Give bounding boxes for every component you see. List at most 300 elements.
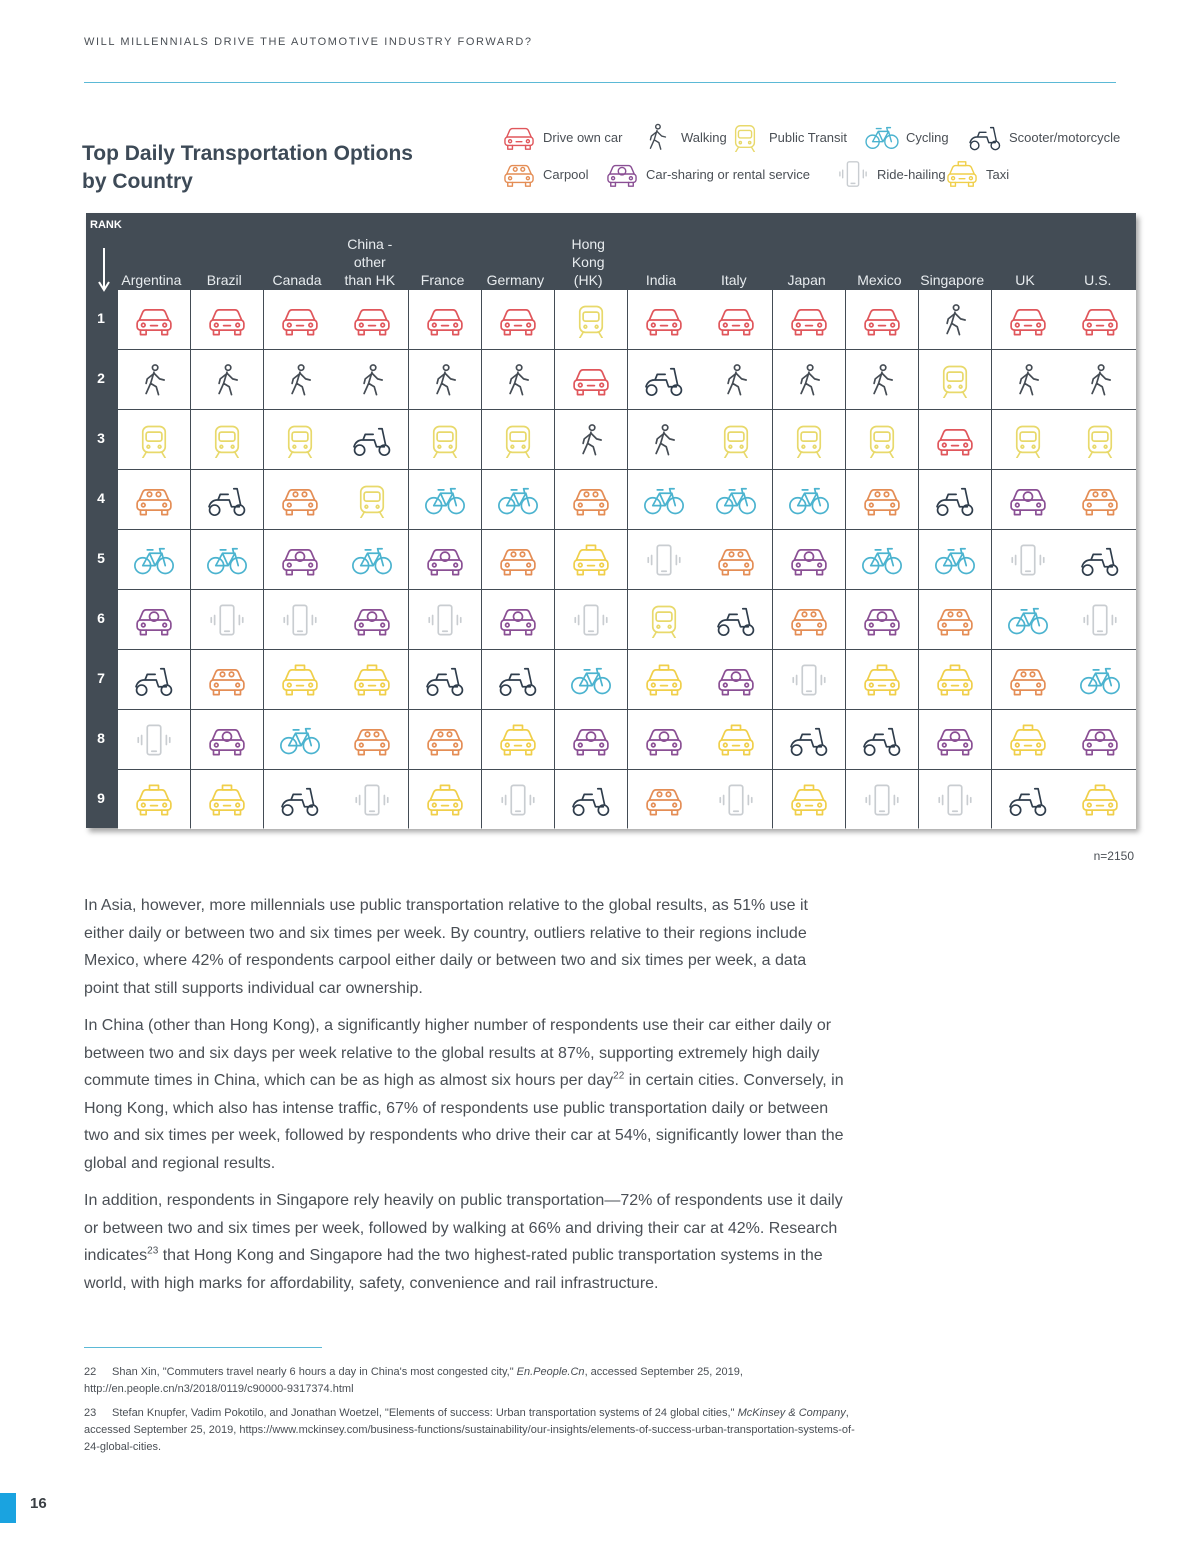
legend-label: Ride-hailing <box>877 166 946 182</box>
rank-number: 5 <box>97 550 105 566</box>
phone-icon <box>131 722 177 758</box>
taxi-icon <box>131 782 177 818</box>
rank-cell <box>336 530 408 589</box>
car-icon <box>277 302 323 338</box>
bicycle-icon <box>786 482 832 518</box>
taxi-icon <box>943 159 981 189</box>
car-icon <box>1077 302 1123 338</box>
car-icon <box>131 302 177 338</box>
car-icon <box>1005 302 1051 338</box>
rank-cell <box>482 410 554 469</box>
car-icon <box>859 302 905 338</box>
rank-cell <box>628 350 700 409</box>
bicycle-icon <box>349 542 395 578</box>
rank-cell <box>409 350 481 409</box>
car-icon <box>495 302 541 338</box>
rank-cell <box>992 650 1064 709</box>
rank-cell <box>846 350 918 409</box>
rank-cell <box>1064 590 1136 649</box>
rank-cell <box>773 530 845 589</box>
column-header: Canada <box>272 272 322 288</box>
rank-cell <box>700 470 772 529</box>
rank-cell <box>555 530 627 589</box>
rank-cell <box>700 710 772 769</box>
rank-cell <box>482 770 554 829</box>
walking-person-icon <box>638 122 676 152</box>
train-icon <box>713 422 759 458</box>
rank-cell <box>191 710 263 769</box>
carpool-car-icon <box>568 482 614 518</box>
rank-cell <box>919 590 991 649</box>
scooter-icon <box>568 782 614 818</box>
rank-cell <box>191 350 263 409</box>
car-sharing-icon <box>932 722 978 758</box>
scooter-icon <box>277 782 323 818</box>
phone-icon <box>568 602 614 638</box>
legend-item-carshare <box>603 159 810 189</box>
rank-cell <box>482 530 554 589</box>
train-icon <box>859 422 905 458</box>
carpool-car-icon <box>786 602 832 638</box>
phone-icon <box>859 782 905 818</box>
page-tab-marker <box>0 1493 16 1523</box>
rank-cell <box>846 770 918 829</box>
rank-cell <box>191 650 263 709</box>
walking-person-icon <box>713 362 759 398</box>
paragraph-2 <box>84 1012 844 1177</box>
train-icon <box>641 602 687 638</box>
train-icon <box>932 362 978 398</box>
rank-cell <box>264 590 336 649</box>
rank-cell <box>118 410 190 469</box>
car-icon <box>641 302 687 338</box>
phone-icon <box>713 782 759 818</box>
rank-cell <box>482 590 554 649</box>
train-icon <box>495 422 541 458</box>
rank-cell <box>919 530 991 589</box>
scooter-icon <box>641 362 687 398</box>
paragraph-3-text-a: In addition, respondents in Singapore rely heavily on public transportation—72% of respondents use it daily or between two and six times per week, followed by walking at 66% and driving their car at 42%. Research indicates <box>84 1192 843 1264</box>
rank-cell <box>992 410 1064 469</box>
scooter-icon <box>713 602 759 638</box>
bicycle-icon <box>932 542 978 578</box>
rank-cell <box>555 290 627 349</box>
running-header: WILL MILLENNIALS DRIVE THE AUTOMOTIVE INDUSTRY FORWARD? <box>84 36 533 48</box>
phone-icon <box>422 602 468 638</box>
legend-label: Walking <box>681 129 727 145</box>
rank-cell <box>409 650 481 709</box>
rank-cell <box>992 470 1064 529</box>
carpool-car-icon <box>277 482 323 518</box>
car-sharing-icon <box>786 542 832 578</box>
walking-person-icon <box>131 362 177 398</box>
phone-icon <box>277 602 323 638</box>
phone-icon <box>786 662 832 698</box>
legend-item-scooter <box>966 122 1120 152</box>
legend-item-transit <box>726 122 847 152</box>
footnote-text-end: , accessed September 25, 2019, http://en.people.cn/n3/2018/0119/c90000-9317374.html <box>84 1366 743 1395</box>
legend-item-cycle <box>863 122 949 152</box>
rank-cell <box>992 290 1064 349</box>
legend-item-walk <box>638 122 727 152</box>
car-sharing-icon <box>349 602 395 638</box>
rank-cell <box>555 770 627 829</box>
rank-cell <box>191 470 263 529</box>
carpool-car-icon <box>495 542 541 578</box>
car-sharing-icon <box>859 602 905 638</box>
scooter-icon <box>131 662 177 698</box>
car-sharing-icon <box>422 542 468 578</box>
rank-cell <box>264 350 336 409</box>
column-header: France <box>420 272 465 288</box>
legend-label: Scooter/motorcycle <box>1009 129 1121 145</box>
train-icon <box>786 422 832 458</box>
paragraph-1: In Asia, however, more millennials use public transportation relative to the global results, as 51% use it either daily or between two and six times per week. By country, outliers relative to their regions include Mexico, where 42% of respondents carpool either daily or between two and six times per week, a data point that still supports individual car ownership. <box>84 897 808 997</box>
car-sharing-icon <box>1077 722 1123 758</box>
legend-item-ride <box>834 159 946 189</box>
walking-person-icon <box>1005 362 1051 398</box>
rank-cell <box>264 410 336 469</box>
rank-cell <box>1064 770 1136 829</box>
rank-cell <box>919 410 991 469</box>
bicycle-icon <box>1005 602 1051 638</box>
rank-cell <box>773 770 845 829</box>
footnote-source: En.People.Cn <box>516 1366 585 1378</box>
rank-cell <box>628 530 700 589</box>
legend-item-drive <box>500 122 622 152</box>
phone-icon <box>204 602 250 638</box>
car-icon <box>932 422 978 458</box>
footnote-text: Stefan Knupfer, Vadim Pokotilo, and Jonathan Woetzel, "Elements of success: Urban transportation systems of 24 global cities," <box>112 1407 738 1419</box>
footnote-ref-23[interactable]: 23 <box>147 1245 159 1257</box>
chart-title-line-1: Top Daily Transportation Options <box>82 142 413 165</box>
rank-cell <box>482 710 554 769</box>
train-icon <box>131 422 177 458</box>
rank-cell <box>1064 410 1136 469</box>
car-icon <box>500 122 538 152</box>
rank-number: 1 <box>97 310 105 326</box>
rank-cell <box>992 710 1064 769</box>
car-sharing-icon <box>603 159 641 189</box>
rank-cell <box>336 590 408 649</box>
carpool-car-icon <box>713 542 759 578</box>
bicycle-icon <box>277 722 323 758</box>
rank-number: 3 <box>97 430 105 446</box>
rank-cell <box>846 470 918 529</box>
train-icon <box>204 422 250 458</box>
car-sharing-icon <box>713 662 759 698</box>
rank-cell <box>700 410 772 469</box>
rank-cell <box>700 290 772 349</box>
walking-person-icon <box>422 362 468 398</box>
car-icon <box>713 302 759 338</box>
rank-cell <box>992 530 1064 589</box>
rank-cell <box>992 350 1064 409</box>
taxi-icon <box>495 722 541 758</box>
sample-size-note: n=2150 <box>1093 849 1134 863</box>
rank-cell <box>919 350 991 409</box>
bicycle-icon <box>568 662 614 698</box>
rank-cell <box>919 470 991 529</box>
rank-cell <box>846 290 918 349</box>
scooter-icon <box>932 482 978 518</box>
ranking-table <box>86 213 1136 828</box>
rank-cell <box>628 650 700 709</box>
rank-cell <box>773 470 845 529</box>
rank-cell <box>336 770 408 829</box>
taxi-icon <box>859 662 905 698</box>
rank-number: 7 <box>97 670 105 686</box>
rank-cell <box>846 710 918 769</box>
rank-cell <box>700 350 772 409</box>
rank-cell <box>191 290 263 349</box>
legend-item-taxi <box>943 159 1009 189</box>
rank-cell <box>700 590 772 649</box>
legend-label: Car-sharing or rental service <box>646 166 811 182</box>
rank-cell <box>336 350 408 409</box>
rank-cell <box>409 710 481 769</box>
rank-cell <box>264 710 336 769</box>
car-icon <box>422 302 468 338</box>
car-sharing-icon <box>495 602 541 638</box>
rank-cell <box>919 650 991 709</box>
car-icon <box>204 302 250 338</box>
rank-cell <box>555 350 627 409</box>
taxi-icon <box>786 782 832 818</box>
taxi-icon <box>277 662 323 698</box>
paragraph-2-text-b: in certain cities. Conversely, in Hong Kong, which also has intense traffic, 67% of respondents use public transportation daily or between two and six times per week, followed by respondents who drive their car at 54%, significantly lower than the global and regional results. <box>84 1072 844 1172</box>
rank-cell <box>1064 530 1136 589</box>
rank-cell <box>555 470 627 529</box>
rank-cell <box>628 470 700 529</box>
bicycle-icon <box>859 542 905 578</box>
walking-person-icon <box>495 362 541 398</box>
phone-icon <box>349 782 395 818</box>
car-sharing-icon <box>1005 482 1051 518</box>
bicycle-icon <box>641 482 687 518</box>
carpool-car-icon <box>422 722 468 758</box>
scooter-icon <box>495 662 541 698</box>
scooter-icon <box>1005 782 1051 818</box>
rank-cell <box>409 530 481 589</box>
rank-cell <box>118 650 190 709</box>
bicycle-icon <box>131 542 177 578</box>
taxi-icon <box>1077 782 1123 818</box>
scooter-icon <box>204 482 250 518</box>
footnote-text: Shan Xin, "Commuters travel nearly 6 hours a day in China's most congested city," <box>112 1366 517 1378</box>
phone-icon <box>834 159 872 189</box>
rank-cell <box>700 530 772 589</box>
column-header: China - other than HK <box>344 236 396 288</box>
column-header: Mexico <box>857 272 902 288</box>
rank-cell <box>628 710 700 769</box>
rank-cell <box>919 290 991 349</box>
rank-cell <box>1064 650 1136 709</box>
rank-cell <box>773 650 845 709</box>
rank-cell <box>773 590 845 649</box>
train-icon <box>726 122 764 152</box>
bicycle-icon <box>422 482 468 518</box>
bicycle-icon <box>204 542 250 578</box>
footnote-ref-22[interactable]: 22 <box>613 1070 625 1082</box>
rank-cell <box>482 350 554 409</box>
rank-number: 2 <box>97 370 105 386</box>
rank-cell <box>773 350 845 409</box>
rank-cell <box>482 650 554 709</box>
column-header: Italy <box>720 272 747 288</box>
rank-cell <box>264 290 336 349</box>
phone-icon <box>641 542 687 578</box>
rank-cell <box>919 770 991 829</box>
rank-cell <box>773 290 845 349</box>
walking-person-icon <box>786 362 832 398</box>
column-header: Brazil <box>206 272 242 288</box>
rank-cell <box>409 770 481 829</box>
rank-cell <box>118 710 190 769</box>
footnote-22 <box>84 1364 864 1398</box>
phone-icon <box>1077 602 1123 638</box>
rank-cell <box>1064 470 1136 529</box>
rank-cell <box>191 590 263 649</box>
rank-label: RANK <box>90 219 122 231</box>
scooter-icon <box>786 722 832 758</box>
carpool-car-icon <box>859 482 905 518</box>
carpool-car-icon <box>500 159 538 189</box>
taxi-icon <box>1005 722 1051 758</box>
paragraph-3-text-b: that Hong Kong and Singapore had the two highest-rated public transportation systems in the world, with high marks for affordability, safety, convenience and rail infrastructure. <box>84 1247 823 1292</box>
column-header: U.S. <box>1084 272 1112 288</box>
scooter-icon <box>859 722 905 758</box>
paragraph-2-text-a: In China (other than Hong Kong), a significantly higher number of respondents use their car either daily or between two and six days per week relative to the global results at 87%, supporting extremely high daily commute times in China, which can be as high as almost six hours per day <box>84 1017 832 1089</box>
rank-cell <box>118 350 190 409</box>
footnote-number: 23 <box>84 1407 97 1419</box>
car-sharing-icon <box>277 542 323 578</box>
train-icon <box>1077 422 1123 458</box>
bicycle-icon <box>1077 662 1123 698</box>
rank-cell <box>118 290 190 349</box>
bicycle-icon <box>863 122 901 152</box>
down-arrow-icon <box>94 246 114 294</box>
walking-person-icon <box>277 362 323 398</box>
car-sharing-icon <box>568 722 614 758</box>
ranking-grid <box>117 289 1136 828</box>
rank-cell <box>919 710 991 769</box>
car-sharing-icon <box>131 602 177 638</box>
phone-icon <box>932 782 978 818</box>
car-icon <box>568 362 614 398</box>
rank-cell <box>191 410 263 469</box>
rank-cell <box>336 290 408 349</box>
rank-number: 8 <box>97 730 105 746</box>
taxi-icon <box>713 722 759 758</box>
legend-label: Public Transit <box>769 129 848 145</box>
body-text <box>84 892 844 1307</box>
rank-cell <box>409 470 481 529</box>
carpool-car-icon <box>349 722 395 758</box>
rank-cell <box>118 470 190 529</box>
train-icon <box>568 302 614 338</box>
rank-number: 9 <box>97 790 105 806</box>
rank-cell <box>700 770 772 829</box>
walking-person-icon <box>859 362 905 398</box>
scooter-icon <box>1077 542 1123 578</box>
rank-cell <box>118 530 190 589</box>
rank-cell <box>118 770 190 829</box>
taxi-icon <box>568 542 614 578</box>
rank-cell <box>336 650 408 709</box>
walking-person-icon <box>641 422 687 458</box>
rank-cell <box>846 590 918 649</box>
footnote-23 <box>84 1405 864 1456</box>
rank-cell <box>628 410 700 469</box>
column-header: Japan <box>787 272 826 288</box>
phone-icon <box>1005 542 1051 578</box>
page-number: 16 <box>30 1495 47 1512</box>
walking-person-icon <box>932 302 978 338</box>
column-header: Germany <box>486 272 545 288</box>
taxi-icon <box>349 662 395 698</box>
train-icon <box>277 422 323 458</box>
legend <box>500 118 1150 198</box>
carpool-car-icon <box>1005 662 1051 698</box>
chart-title-line-2: by Country <box>82 170 193 193</box>
carpool-car-icon <box>204 662 250 698</box>
footnote-number: 22 <box>84 1366 97 1378</box>
scooter-icon <box>349 422 395 458</box>
scooter-icon <box>422 662 468 698</box>
rank-cell <box>1064 290 1136 349</box>
scooter-icon <box>966 122 1004 152</box>
rank-cell <box>191 770 263 829</box>
column-header: UK <box>1015 272 1035 288</box>
taxi-icon <box>204 782 250 818</box>
taxi-icon <box>422 782 468 818</box>
column-header: Argentina <box>121 272 182 288</box>
column-header: Hong Kong (HK) <box>571 236 605 288</box>
carpool-car-icon <box>641 782 687 818</box>
rank-cell <box>409 410 481 469</box>
rank-cell <box>700 650 772 709</box>
rank-cell <box>555 650 627 709</box>
rank-cell <box>1064 350 1136 409</box>
legend-label: Cycling <box>906 129 949 145</box>
taxi-icon <box>932 662 978 698</box>
paragraph-3 <box>84 1187 844 1297</box>
rank-cell <box>264 650 336 709</box>
rank-cell <box>555 590 627 649</box>
footnote-source: McKinsey & Company <box>737 1407 846 1419</box>
rank-cell <box>482 470 554 529</box>
bicycle-icon <box>495 482 541 518</box>
rank-cell <box>336 710 408 769</box>
legend-item-carpool <box>500 159 589 189</box>
rank-cell <box>264 470 336 529</box>
rank-cell <box>628 770 700 829</box>
rank-cell <box>846 530 918 589</box>
rank-cell <box>846 650 918 709</box>
train-icon <box>422 422 468 458</box>
rank-cell <box>482 290 554 349</box>
legend-label: Drive own car <box>543 129 623 145</box>
footnote-rule <box>84 1347 322 1348</box>
rank-cell <box>628 290 700 349</box>
chart-title <box>82 140 462 196</box>
header-rule <box>84 82 1116 83</box>
rank-cell <box>336 410 408 469</box>
column-header: India <box>645 272 677 288</box>
legend-label: Carpool <box>543 166 589 182</box>
rank-cell <box>846 410 918 469</box>
